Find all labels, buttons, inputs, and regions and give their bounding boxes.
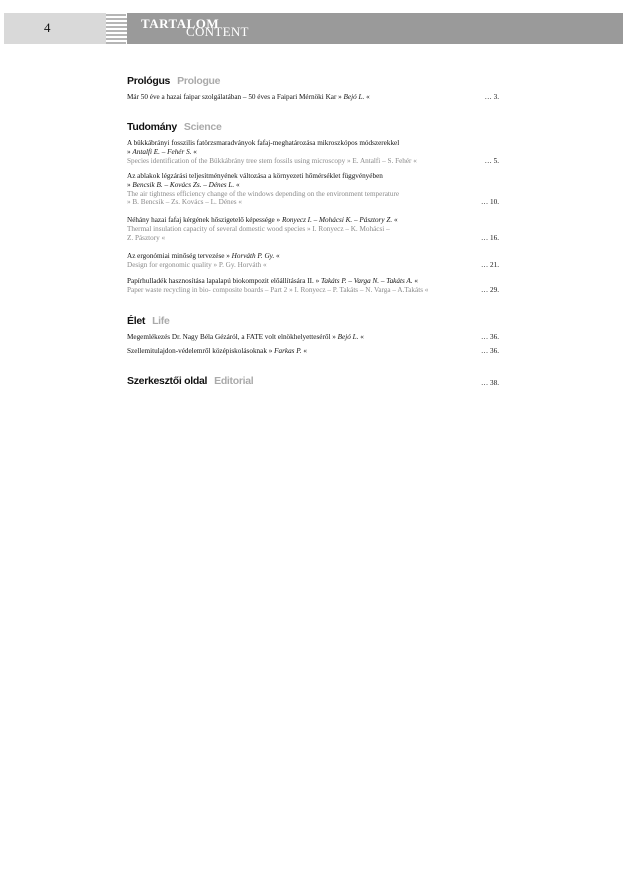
entry-page: … 10. [481,198,499,207]
entry-prefix: » [127,180,133,189]
entry-authors: Farkas P. [274,347,302,355]
entry-page: … 5. [484,156,499,165]
entry-title: Az ergonómiai minőség tervezése » [127,252,232,260]
entry-authors: Bejó L. [343,93,365,101]
section-subtitle: Life [152,315,170,327]
toc-entry-bark[interactable] [127,216,499,242]
section-title: Szerkesztői oldal [127,375,208,387]
entry-page: … 36. [481,347,499,355]
entry-english-authors: Z. Pásztory « [127,233,166,242]
entry-english-title: Design for ergonomic quality » P. Gy. Horváth « [127,260,267,269]
toc-entry-50-years[interactable] [127,93,499,102]
entry-end-mark: « [274,252,280,260]
entry-prefix: » [127,147,133,156]
page-number: 4 [44,20,51,35]
section-title: Prológus [127,75,171,87]
entry-page: … 38. [481,379,499,387]
section-elet [127,315,170,327]
toc-entry-windows[interactable] [127,172,499,207]
toc-entry-ergonomic[interactable] [127,252,499,270]
entry-authors: Bejó L. [337,333,359,341]
entry-authors: Ronyecz I. – Mohácsi K. – Pásztory Z. [281,216,393,224]
entry-title: Néhány hazai fafaj kérgének hőszigetelő képessége » [127,216,282,224]
section-tudomany [127,121,222,133]
section-subtitle: Science [183,121,222,133]
entry-end-mark: « [412,277,418,285]
entry-english-title: Species identification of the Bükkábrány tree stem fossils using microscopy » E. Antalfi – S. Fehér « [127,156,417,165]
entry-title: Papírhulladék hasznosítása lapalapú biokompozit előállítására II. » [127,277,322,285]
section-szerkesztoi [127,377,499,386]
toc-entry-fossil[interactable] [127,139,499,165]
toc-entry-commemoration[interactable] [127,333,499,342]
entry-authors: Bencsik B. – Kovács Zs. – Dénes L. [132,180,235,189]
entry-english-title: The air tightness efficiency change of the windows depending on the environment temperature [127,189,400,198]
section-prologus [127,75,220,87]
toc-entry-paper-waste[interactable] [127,277,499,295]
toc-entry-ip-protection[interactable] [127,347,499,356]
entry-end-mark: « [234,180,240,189]
entry-end-mark: « [191,147,197,156]
header-subtitle: CONTENT [186,24,249,39]
entry-title: Az ablakok légzárási teljesítményének változása a környezeti hőmérséklet függvényében [127,172,383,180]
entry-page: … 36. [481,333,499,341]
entry-authors: Antalfi E. – Fehér S. [132,147,192,156]
page-header [0,13,623,44]
section-subtitle: Prologue [177,75,221,87]
entry-end-mark: « [301,347,307,355]
header-title: TARTALOM [141,16,220,31]
toc-entry-editorial[interactable] [127,377,499,386]
section-title: Tudomány [127,121,177,133]
section-title: Élet [127,315,146,327]
decorative-stripes [106,13,128,44]
section-subtitle: Editorial [214,375,254,387]
entry-title: A bükkábrányi fosszilis fatörzsmaradványok fafaj-meghatározása mikroszkópos módszerekkel [127,139,400,147]
entry-authors: Horváth P. Gy. [231,252,275,260]
entry-end-mark: « [364,93,370,101]
entry-page: … 16. [481,233,499,242]
entry-title: Már 50 éve a hazai faipar szolgálatában – 50 éves a Faipari Mérnöki Kar » [127,93,344,101]
entry-end-mark: « [392,216,398,224]
entry-english-title: Thermal insulation capacity of several domestic wood species » I. Ronyecz – K. Mohácsi – [127,224,390,233]
entry-page: … 21. [481,260,499,269]
entry-page: … 29. [481,285,499,294]
entry-english-title: Paper waste recycling in bio- composite boards – Part 2 » I. Ronyecz – P. Takáts – N. Varga – A.Takáts « [127,285,429,294]
entry-title: Megemlékezés Dr. Nagy Béla Gézáról, a FATE volt elnökhelyetteséről » [127,333,338,341]
header-left-panel [4,13,106,44]
entry-end-mark: « [358,333,364,341]
entry-english-authors: » B. Bencsik – Zs. Kovács – L. Dénes « [127,198,242,207]
entry-title: Szellemitulajdon-védelemről középiskolásoknak » [127,347,275,355]
entry-authors: Takáts P. – Varga N. – Takáts A. [321,277,413,285]
entry-page: … 3. [484,93,499,101]
